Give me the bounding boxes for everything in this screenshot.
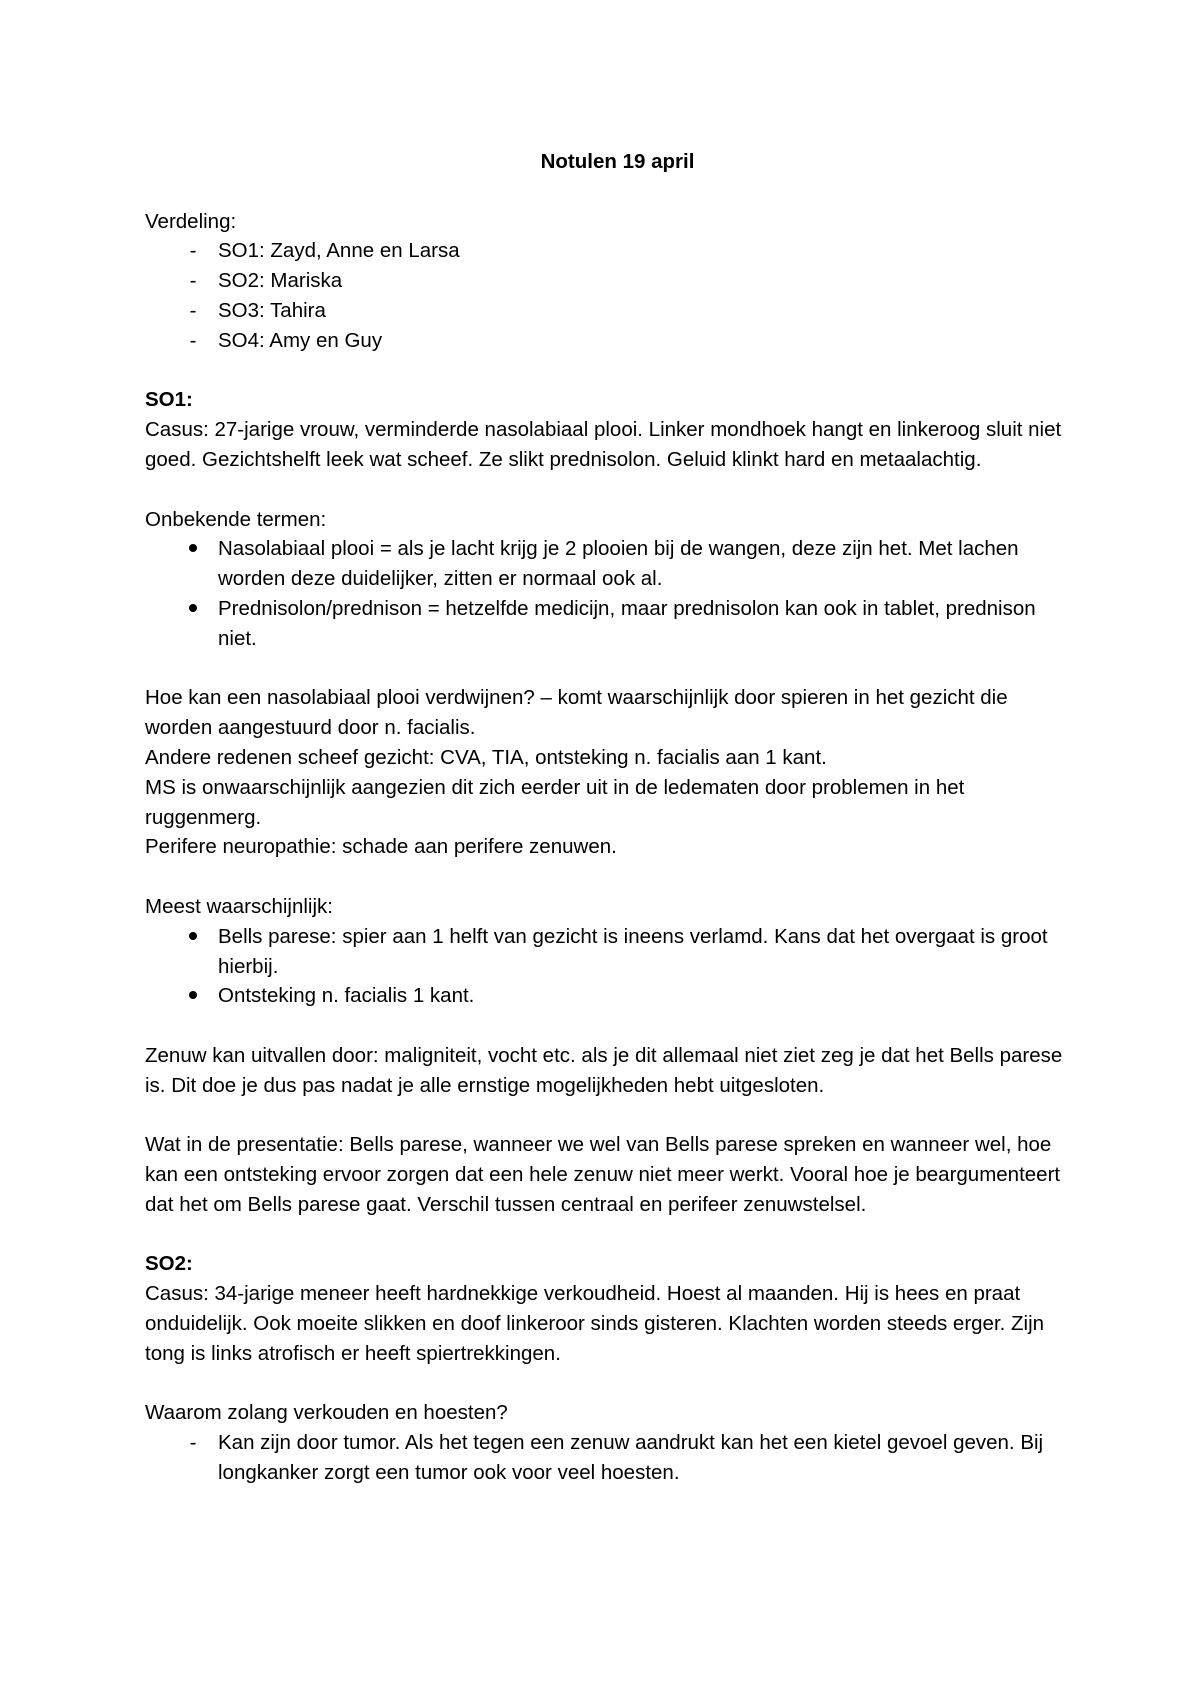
verdeling-heading: Verdeling: — [145, 209, 237, 233]
dash-marker: - — [189, 328, 197, 352]
list-item: - SO2: Mariska — [145, 266, 1070, 296]
meest-waarschijnlijk-heading: Meest waarschijnlijk: — [145, 894, 333, 918]
so2-heading: SO2: — [145, 1252, 193, 1276]
discussion-paragraph: Andere redenen scheef gezicht: CVA, TIA, ontsteking n. facialis aan 1 kant. — [145, 745, 827, 769]
list-item: - SO1: Zayd, Anne en Larsa — [145, 236, 1070, 266]
so1-heading: SO1: — [145, 388, 193, 412]
list-item: - SO3: Tahira — [145, 296, 1070, 326]
dash-marker: - — [189, 239, 197, 263]
onbekende-termen-heading: Onbekende termen: — [145, 507, 327, 531]
list-item: Prednisolon/prednison = hetzelfde medicijn, maar prednisolon kan ook in tablet, prednison niet. — [145, 594, 1070, 654]
zenuw-paragraph: Zenuw kan uitvallen door: maligniteit, vocht etc. als je dit allemaal niet ziet zeg je dat het Bells parese is. Dit doe je dus pas nadat je alle ernstige mogelijkheden hebt uitgesloten. — [145, 1043, 1063, 1097]
list-item: Nasolabiaal plooi = als je lacht krijg je 2 plooien bij de wangen, deze zijn het. Met lachen worden deze duidelijker, zitten er normaal ook al. — [145, 534, 1070, 594]
so2-answers-list — [145, 1428, 1070, 1488]
dash-marker: - — [189, 1431, 197, 1455]
bullet-marker — [185, 981, 201, 1011]
so2-casus: Casus: 34-jarige meneer heeft hardnekkige verkoudheid. Hoest al maanden. Hij is hees en praat onduidelijk. Ook moeite slikken en doof linkeroor sinds gisteren. Klachten worden steeds erger. Zijn tong is links atrofisch er heeft spiertrekkingen. — [145, 1282, 1045, 1365]
discussion-paragraph: MS is onwaarschijnlijk aangezien dit zich eerder uit in de ledematen door problemen in het ruggenmerg. — [145, 775, 965, 829]
dash-marker: - — [189, 269, 197, 293]
list-item: Ontsteking n. facialis 1 kant. — [145, 981, 1070, 1011]
verdeling-list — [145, 236, 1070, 355]
bullet-marker — [185, 922, 201, 952]
page-title: Notulen 19 april — [540, 150, 695, 173]
discussion-paragraph: Hoe kan een nasolabiaal plooi verdwijnen? – komt waarschijnlijk door spieren in het gezicht die worden aangestuurd door n. facialis. — [145, 686, 1008, 740]
so2-question: Waarom zolang verkouden en hoesten? — [145, 1401, 508, 1425]
list-item: - SO4: Amy en Guy — [145, 326, 1070, 356]
onbekende-termen-list — [145, 534, 1070, 653]
discussion-paragraph: Perifere neuropathie: schade aan perifere zenuwen. — [145, 835, 617, 859]
so1-casus: Casus: 27-jarige vrouw, verminderde nasolabiaal plooi. Linker mondhoek hangt en linkeroog sluit niet goed. Gezichtshelft leek wat scheef. Ze slikt prednisolon. Geluid klinkt hard en metaalachtig. — [145, 418, 1062, 471]
presentatie-paragraph: Wat in de presentatie: Bells parese, wanneer we wel van Bells parese spreken en wanneer wel, hoe kan een ontsteking ervoor zorgen dat een hele zenuw niet meer werkt. Vooral hoe je beargumenteert dat het om Bells parese gaat. Verschil tussen centraal en perifeer zenuwstelsel. — [145, 1133, 1061, 1216]
bullet-marker — [185, 534, 201, 564]
dash-marker: - — [189, 298, 197, 322]
meest-waarschijnlijk-list — [145, 922, 1070, 1011]
list-item: - Kan zijn door tumor. Als het tegen een zenuw aandrukt kan het een kietel gevoel geven. Bij longkanker zorgt een tumor ook voor veel hoesten. — [145, 1428, 1070, 1488]
list-item: Bells parese: spier aan 1 helft van gezicht is ineens verlamd. Kans dat het overgaat is groot hierbij. — [145, 922, 1070, 982]
bullet-marker — [185, 594, 201, 624]
